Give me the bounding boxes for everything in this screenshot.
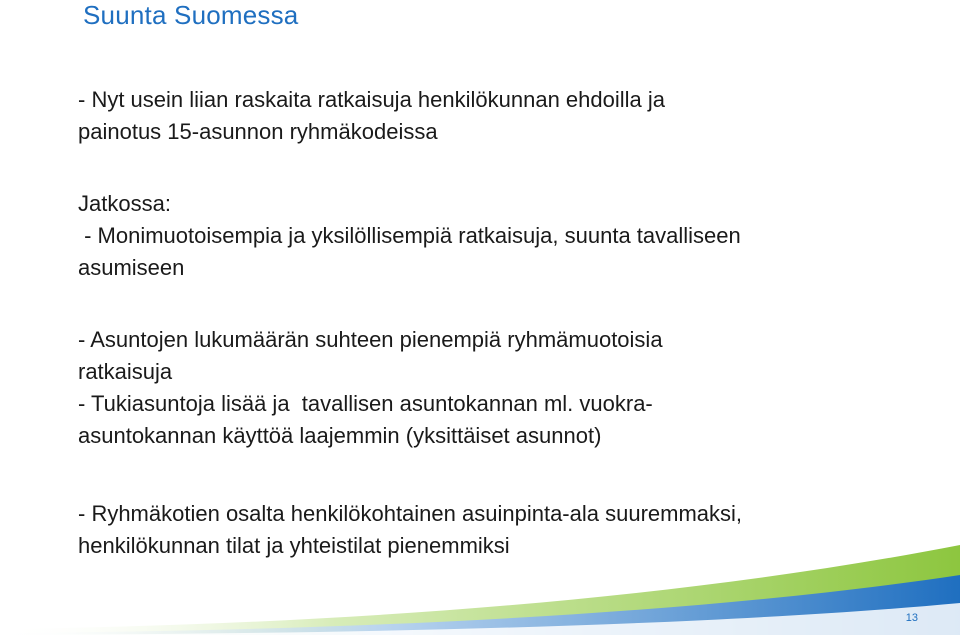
bullet-block-future [78,188,741,284]
text-line: asuntokannan käyttöä laajemmin (yksittäiset asunnot) [78,423,602,448]
text-line: - Asuntojen lukumäärän suhteen pienempiä ryhmämuotoisia [78,327,663,352]
text-line: asumiseen [78,255,185,280]
page-number: 13 [905,612,918,624]
bullet-block-current [78,84,665,148]
bullet-block-housing [78,324,663,452]
text-line: painotus 15-asunnon ryhmäkodeissa [78,119,438,144]
text-line: - Monimuotoisempia ja yksilöllisempiä ratkaisuja, suunta tavalliseen [78,223,741,248]
text-line: - Nyt usein liian raskaita ratkaisuja henkilökunnan ehdoilla ja [78,87,665,112]
text-line: - Ryhmäkotien osalta henkilökohtainen asuinpinta-ala suuremmaksi, [78,501,743,526]
text-line: henkilökunnan tilat ja yhteistilat pienemmiksi [78,533,510,558]
footer-swoosh-decoration [0,545,960,635]
text-line: Jatkossa: [78,191,171,216]
slide-title: Suunta Suomessa [83,0,299,30]
text-line: ratkaisuja [78,359,173,384]
text-line: - Tukiasuntoja lisää ja tavallisen asuntokannan ml. vuokra- [78,391,653,416]
